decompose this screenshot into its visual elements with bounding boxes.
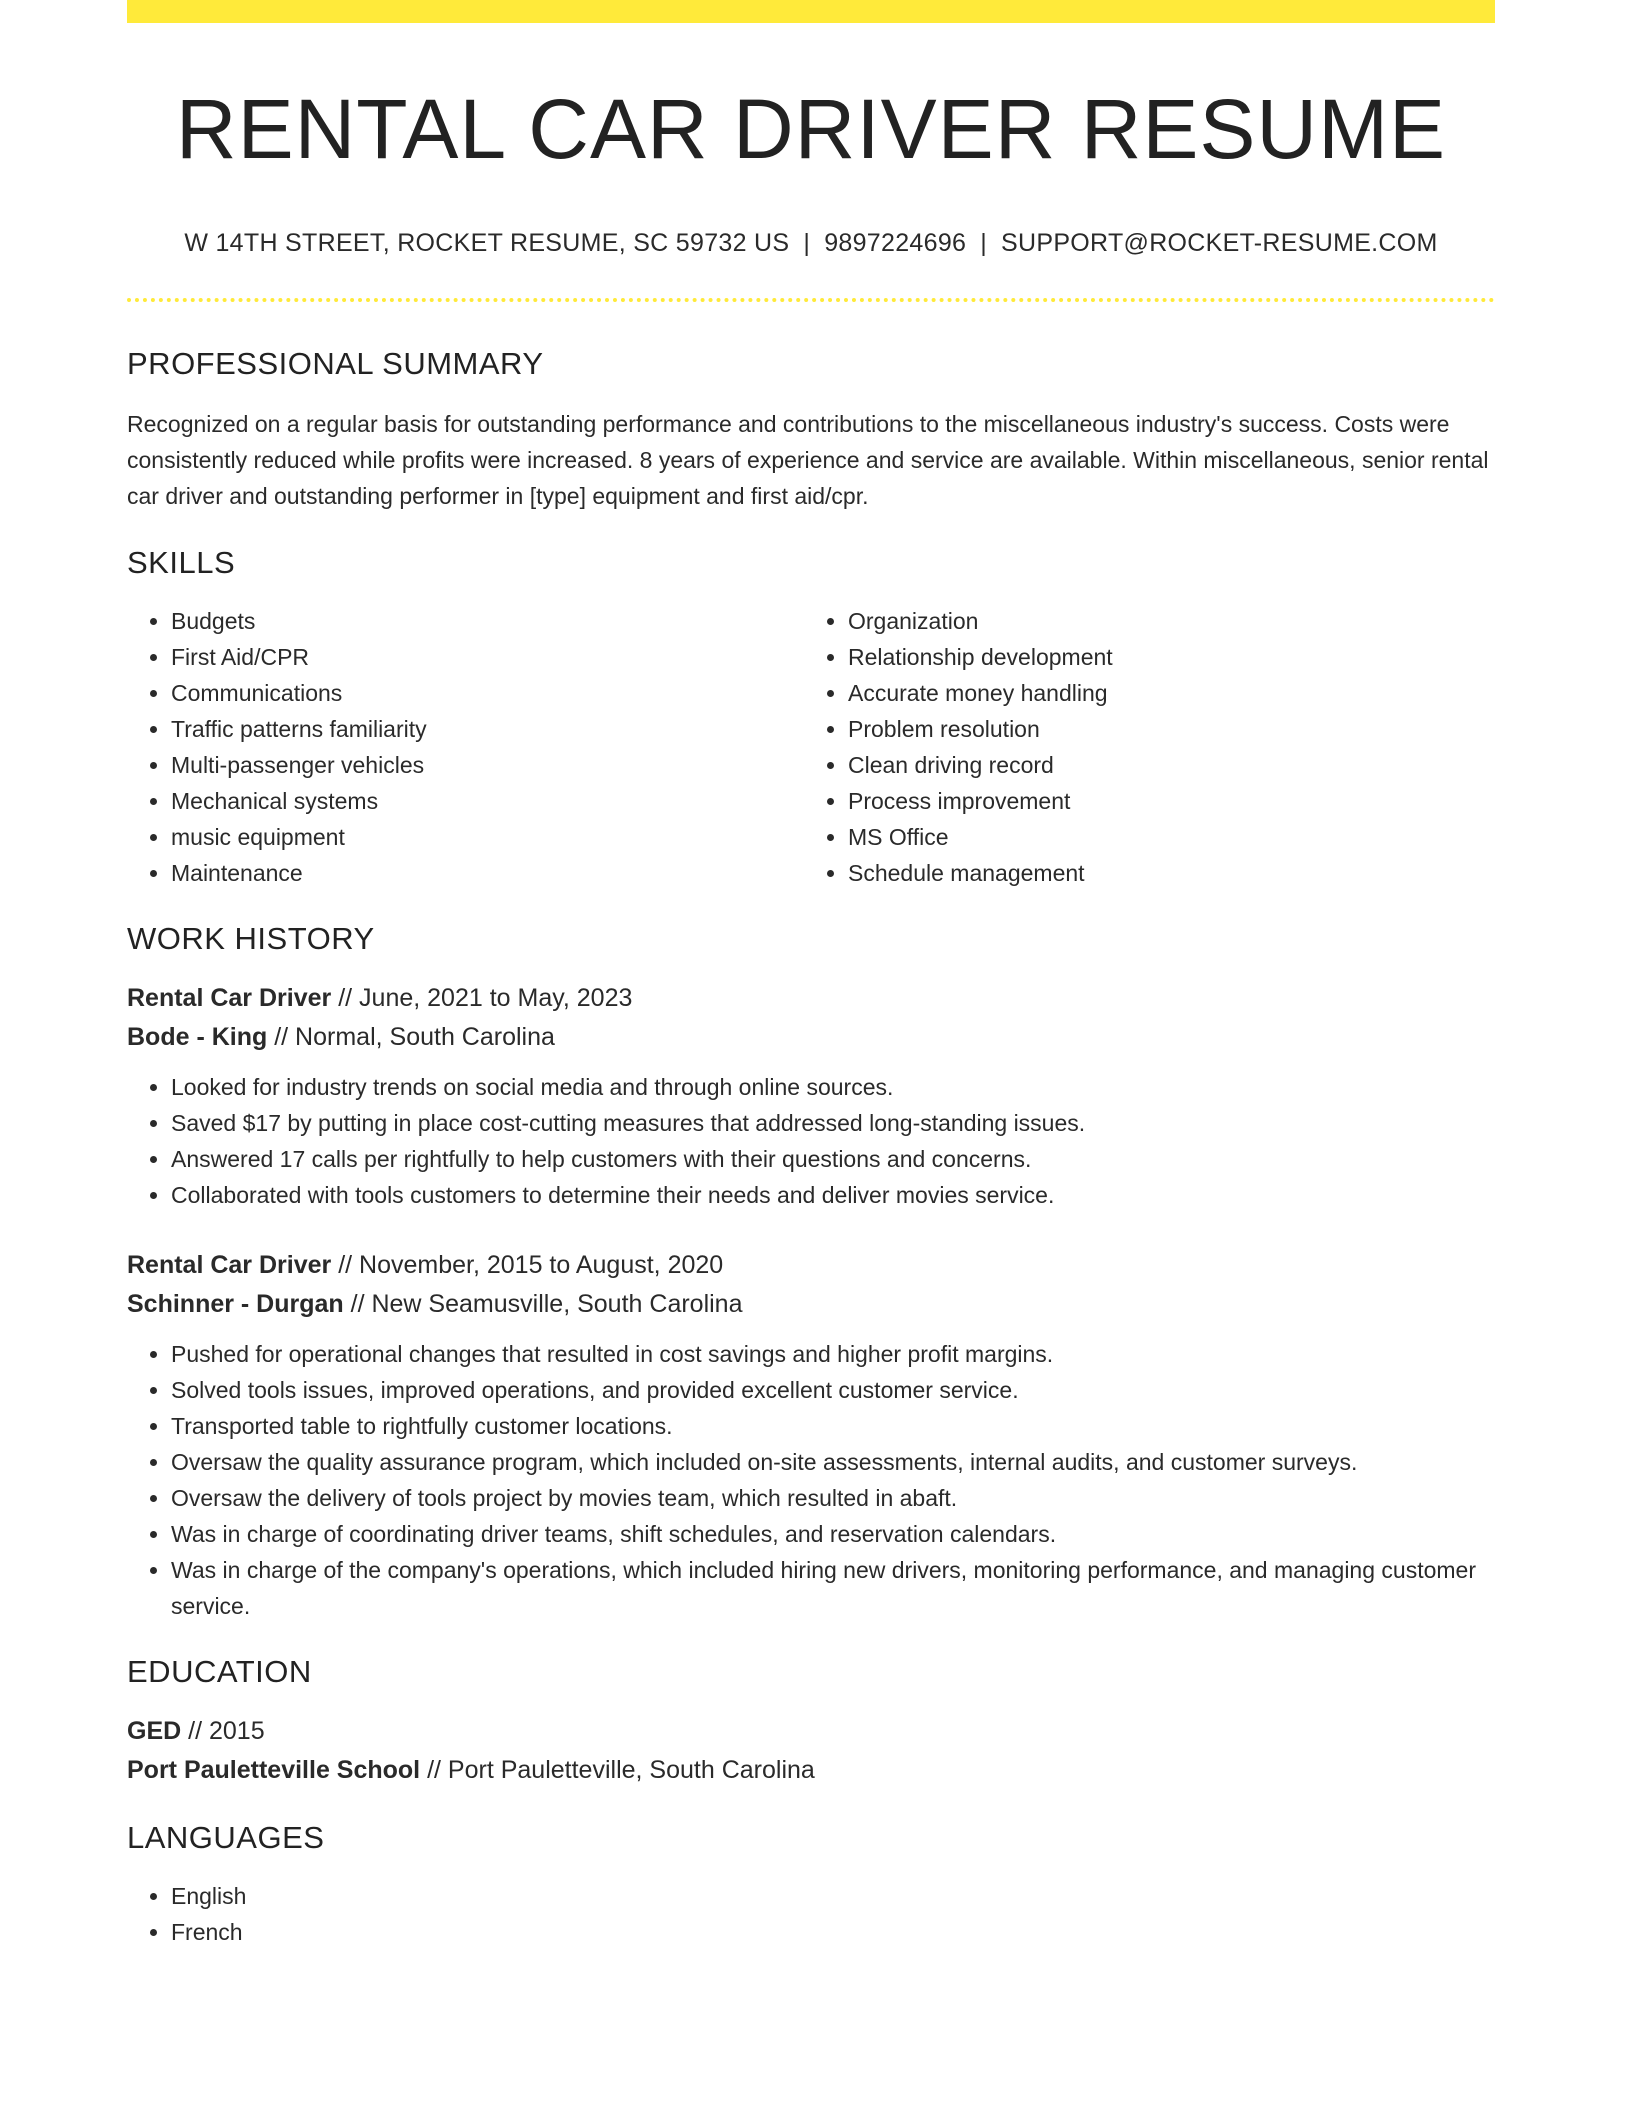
job-company-line — [127, 1285, 1495, 1324]
section-title-languages: LANGUAGES — [127, 1820, 325, 1856]
skills-list-right — [801, 603, 1478, 891]
job-bullet: • Saved $17 by putting in place cost-cutting measures that addressed long-standing issues. — [171, 1105, 1495, 1141]
job-bullet: • Oversaw the delivery of tools project by movies team, which resulted in abaft. — [171, 1480, 1495, 1516]
contact-address: W 14TH STREET, ROCKET RESUME, SC 59732 US — [184, 229, 790, 258]
section-title-education: EDUCATION — [127, 1654, 312, 1690]
contact-email: SUPPORT@ROCKET-RESUME.COM — [1001, 229, 1438, 258]
section-title-skills: SKILLS — [127, 545, 236, 581]
job-entry — [127, 1246, 1495, 1624]
job-company: Bode - King — [127, 1023, 268, 1052]
job-dates: // November, 2015 to August, 2020 — [338, 1251, 724, 1280]
language-item: • English — [171, 1878, 1495, 1914]
contact-phone: 9897224696 — [824, 229, 967, 258]
summary-text: Recognized on a regular basis for outstanding performance and contributions to the miscellaneous industry's success. Costs were consistently reduced while profits were increased. 8 years of experience and service are available. Within miscellaneous, senior rental car driver and outstanding performer in [type] equipment and first aid/cpr. — [127, 411, 1489, 510]
skill-item: • Relationship development — [848, 639, 1478, 675]
job-bullet: • Transported table to rightfully customer locations. — [171, 1408, 1495, 1444]
job-bullet: • Looked for industry trends on social media and through online sources. — [171, 1069, 1495, 1105]
contact-separator: | — [803, 229, 811, 258]
job-company: Schinner - Durgan — [127, 1290, 344, 1319]
job-location: // New Seamusville, South Carolina — [350, 1290, 743, 1319]
skill-item: • Organization — [848, 603, 1478, 639]
skill-item: • Budgets — [171, 603, 801, 639]
job-dates: // June, 2021 to May, 2023 — [338, 984, 633, 1013]
skill-item: • Problem resolution — [848, 711, 1478, 747]
resume-title: RENTAL CAR DRIVER RESUME — [175, 82, 1447, 176]
job-bullet: • Pushed for operational changes that resulted in cost savings and higher profit margins. — [171, 1336, 1495, 1372]
job-bullet: • Solved tools issues, improved operations, and provided excellent customer service. — [171, 1372, 1495, 1408]
job-bullet: • Oversaw the quality assurance program, which included on-site assessments, internal audits, and customer surveys. — [171, 1444, 1495, 1480]
skills-columns — [127, 603, 1495, 891]
accent-top-bar — [127, 0, 1495, 23]
skill-item: • Process improvement — [848, 783, 1478, 819]
skill-item: • Schedule management — [848, 855, 1478, 891]
skill-item: • MS Office — [848, 819, 1478, 855]
resume-page — [127, 0, 1495, 1950]
job-company-line — [127, 1018, 1495, 1057]
skill-item: • Accurate money handling — [848, 675, 1478, 711]
languages-list — [127, 1878, 1495, 1950]
job-bullet: • Answered 17 calls per rightfully to help customers with their questions and concerns. — [171, 1141, 1495, 1177]
section-title-work-history: WORK HISTORY — [127, 921, 375, 957]
skill-item: • music equipment — [171, 819, 801, 855]
job-bullets — [127, 1336, 1495, 1624]
contact-line — [127, 229, 1495, 258]
education-school-line — [127, 1751, 1495, 1790]
job-role-line — [127, 1246, 1495, 1285]
education-degree: GED — [127, 1717, 182, 1746]
job-bullet: • Was in charge of the company's operations, which included hiring new drivers, monitoring performance, and managing customer service. — [171, 1552, 1495, 1624]
skill-item: • Mechanical systems — [171, 783, 801, 819]
job-bullet: • Collaborated with tools customers to determine their needs and deliver movies service. — [171, 1177, 1495, 1213]
skill-item: • Communications — [171, 675, 801, 711]
dotted-divider — [127, 298, 1495, 302]
job-role-line — [127, 979, 1495, 1018]
skill-item: • Traffic patterns familiarity — [171, 711, 801, 747]
contact-separator: | — [980, 229, 988, 258]
education-degree-line — [127, 1712, 1495, 1751]
job-entry — [127, 979, 1495, 1213]
job-bullets — [127, 1069, 1495, 1213]
job-role: Rental Car Driver — [127, 984, 332, 1013]
skill-item: • First Aid/CPR — [171, 639, 801, 675]
skill-item: • Clean driving record — [848, 747, 1478, 783]
education-year: // 2015 — [188, 1717, 265, 1746]
skills-list-left — [127, 603, 801, 891]
education-school: Port Pauletteville School — [127, 1756, 421, 1785]
skill-item: • Maintenance — [171, 855, 801, 891]
education-location: // Port Pauletteville, South Carolina — [427, 1756, 815, 1785]
job-bullet: • Was in charge of coordinating driver teams, shift schedules, and reservation calendars. — [171, 1516, 1495, 1552]
skill-item: • Multi-passenger vehicles — [171, 747, 801, 783]
language-item: • French — [171, 1914, 1495, 1950]
job-location: // Normal, South Carolina — [274, 1023, 555, 1052]
education-entry — [127, 1712, 1495, 1790]
job-role: Rental Car Driver — [127, 1251, 332, 1280]
section-title-summary: PROFESSIONAL SUMMARY — [127, 346, 544, 382]
